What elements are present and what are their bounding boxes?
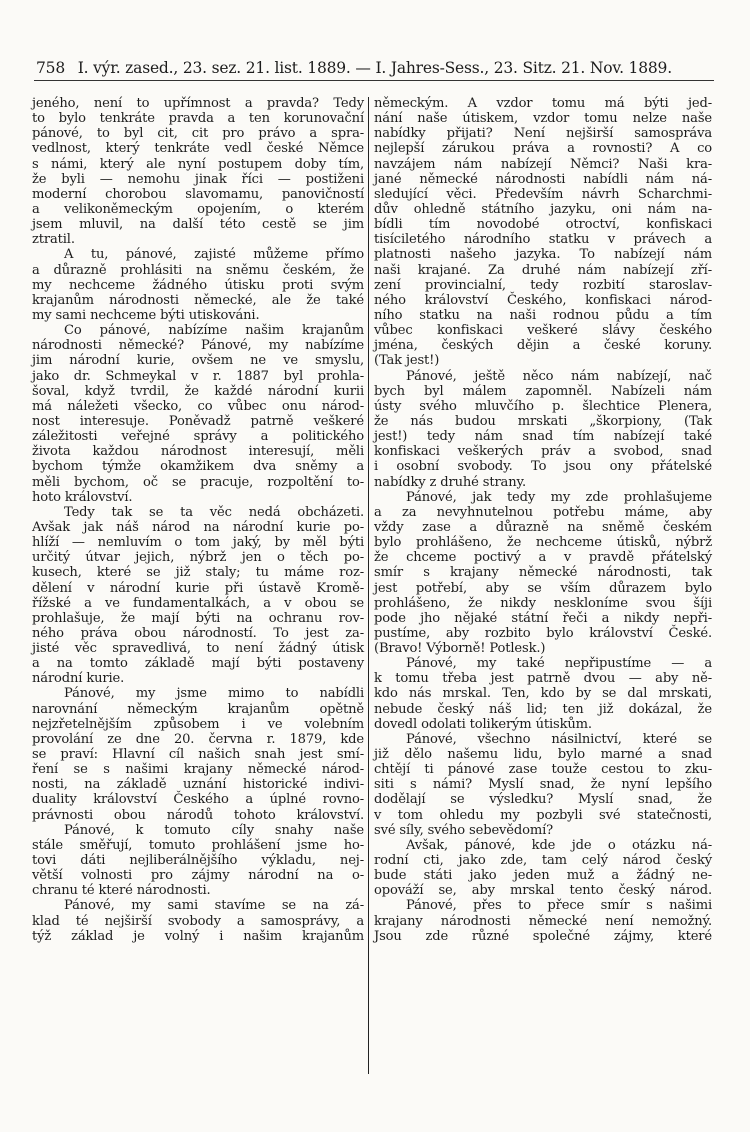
- text-line: se praví: Hlavní cíl našich snah jest smí-: [32, 747, 364, 763]
- text-line: týž základ je volný i našim krajanům: [32, 928, 364, 944]
- text-line: duality království Českého a úplné rovno-: [32, 792, 364, 808]
- text-line: že chceme poctivý a v pravdě přátelský: [374, 550, 712, 566]
- running-header: [36, 58, 712, 78]
- text-line: v tom ohledu my pozbyli své statečnosti,: [374, 807, 712, 823]
- german-session-label: I. Jahres-Sess., 23. Sitz. 21. Nov. 1889.: [375, 59, 672, 77]
- text-line: jsem mluvil, na další této cestě se jim: [32, 217, 364, 233]
- text-line: navzájem nám nabízejí Němci? Naši kra-: [374, 156, 712, 172]
- text-line: bychom týmže okamžikem dva sněmy a: [32, 459, 364, 475]
- text-line: šoval, když tvrdil, že každé národní kurii: [32, 383, 364, 399]
- text-line: a důrazně prohlásiti na sněmu českém, že: [32, 262, 364, 278]
- text-line: ztratil.: [32, 232, 75, 248]
- text-line: jim národní kurie, ovšem ne ve smyslu,: [32, 353, 364, 369]
- text-line: jisté věc spravedlivá, to není žádný útisk: [32, 641, 364, 657]
- text-line: chtějí ti pánové zase touže cestou to zku-: [374, 762, 712, 778]
- text-line: jako dr. Schmeykal v r. 1887 byl prohla-: [32, 368, 364, 384]
- text-line: národnosti německé? Pánové, my nabízíme: [32, 338, 364, 354]
- text-line: Avšak jak náš národ na národní kurie po-: [32, 519, 364, 535]
- text-line: opováží se, aby mrskal tento český národ.: [374, 883, 712, 899]
- text-line: pode jho nějaké státní řeči a nikdy nepři-: [374, 610, 712, 626]
- text-line: právnosti obou národů tohoto království.: [32, 807, 364, 823]
- text-line: A tu, pánové, zajisté můžeme přímo: [64, 247, 364, 263]
- text-line: a na tomto základě mají býti postaveny: [32, 656, 364, 672]
- right-column: [374, 96, 712, 944]
- text-line: dovedl odolati tolikerým útiskům.: [374, 716, 592, 732]
- text-line: moderní chorobou slavomamu, panovičností: [32, 186, 364, 202]
- text-line: dodělají se výsledku? Myslí snad, že: [374, 792, 712, 808]
- text-line: ření se s našimi krajany německé národ-: [32, 762, 364, 778]
- text-line: Jsou zde různé společné zájmy, které: [374, 928, 712, 944]
- text-line: (Bravo! Výborně! Potlesk.): [374, 641, 546, 657]
- text-line: a za nevyhnutelnou potřebu máme, aby: [374, 504, 712, 520]
- text-line: dův ohledně státního jazyku, oni nám na-: [374, 201, 712, 217]
- text-line: platnosti našeho jazyka. To nabízejí nám: [374, 247, 712, 263]
- text-line: Tedy tak se ta věc nedá obcházeti.: [64, 504, 364, 520]
- text-line: kdo nás mrskal. Ten, kdo by se dal mrskati,: [374, 686, 712, 702]
- text-line: kusech, které se již staly; tu máme roz-: [32, 565, 364, 581]
- text-line: vůbec konfiskaci veškeré slávy českého: [374, 323, 712, 339]
- text-line: nejzřetelnějším způsobem i ve volebním: [32, 716, 364, 732]
- text-line: konfiskaci veškerých práv a svobod, snad: [374, 444, 712, 460]
- text-line: tovi dáti nejliberálnějšího výkladu, nej-: [32, 853, 364, 869]
- text-line: Pánové, my jsme mimo to nabídli: [64, 686, 364, 702]
- text-line: Pánové, ještě něco nám nabízejí, nač: [406, 368, 712, 384]
- text-line: prohlašuje, že mají býti na ochranu rov-: [32, 610, 364, 626]
- text-line: bídli tím novodobé otroctví, konfiskaci: [374, 217, 712, 233]
- text-line: s námi, který ale nyní postupem doby tím,: [32, 156, 364, 172]
- text-line: pustíme, aby rozbito bylo království České.: [374, 625, 712, 641]
- text-line: smír s krajany německé národnosti, tak: [374, 565, 712, 581]
- text-line: nání naše útiskem, vzdor tomu nelze naše: [374, 111, 712, 127]
- text-line: Co pánové, nabízíme našim krajanům: [64, 323, 364, 339]
- text-line: siti s námi? Myslí snad, že nyní lepšího: [374, 777, 712, 793]
- text-line: nosti, na základě uznání historické indivi-: [32, 777, 364, 793]
- text-line: jména, českých dějin a české koruny.: [374, 338, 712, 354]
- text-line: nabídky z druhé strany.: [374, 474, 527, 490]
- text-line: klad té nejširší svobody a samosprávy, a: [32, 913, 364, 929]
- text-line: stále směřují, tomuto prohlášení jsme ho-: [32, 837, 364, 853]
- text-line: své síly, svého sebevědomí?: [374, 822, 554, 838]
- text-line: života každou národnost interesují, měli: [32, 444, 364, 460]
- text-line: nost interesuje. Poněvadž patrně veškeré: [32, 413, 364, 429]
- text-line: hoto království.: [32, 489, 133, 505]
- text-line: Pánové, všechno násilnictví, které se: [406, 731, 712, 747]
- text-line: ného království Českého, konfiskaci národ-: [374, 292, 712, 308]
- text-line: nabídky přijati? Není nejširší samospráva: [374, 126, 712, 142]
- page-number: 758: [36, 59, 65, 77]
- text-line: krajany národnosti německé není nemožný.: [374, 913, 712, 929]
- text-line: provolání ze dne 20. června r. 1879, kde: [32, 731, 364, 747]
- text-line: jeného, není to upřímnost a pravda? Tedy: [32, 96, 364, 111]
- text-line: že byli — nemohu jinak říci — postiženi: [32, 171, 364, 187]
- text-line: my nechceme žádného útisku proti svým: [32, 277, 364, 293]
- text-line: určitý útvar jejich, nýbrž jen o těch po-: [32, 550, 364, 566]
- text-line: naši krajané. Za druhé nám nabízejí zří-: [374, 262, 712, 278]
- text-line: Pánové, k tomuto cíly snahy naše: [64, 822, 364, 838]
- text-line: jest potřebí, aby se vším důrazem bylo: [374, 580, 712, 596]
- text-line: národní kurie.: [32, 671, 125, 687]
- text-line: bude státi jako jeden muž a žádný ne-: [374, 868, 712, 884]
- text-line: Avšak, pánové, kde jde o otázku ná-: [406, 837, 712, 853]
- text-line: měli bychom, oč se pracuje, rozpoltění to-: [32, 474, 364, 490]
- text-line: nejlepší zárukou práva a rovnosti? A co: [374, 141, 712, 157]
- text-line: větší volnosti pro zájmy národní na o-: [32, 868, 364, 884]
- text-line: tisíciletého národního statku v právech a: [374, 232, 712, 248]
- text-line: již dělo našemu lidu, bylo marné a snad: [374, 747, 712, 763]
- text-line: hlíží — nemluvím o tom jaký, by měl býti: [32, 535, 364, 551]
- text-line: zení provincialní, tedy rozbití staroslav-: [374, 277, 712, 293]
- text-line: krajanům národnosti německé, ale že také: [32, 292, 364, 308]
- text-line: Pánové, my sami stavíme se na zá-: [64, 898, 364, 914]
- text-line: prohlášeno, že nikdy neskloníme svou šíji: [374, 595, 712, 611]
- text-line: bylo prohlášeno, že nechceme útisků, nýbrž: [374, 535, 712, 551]
- text-line: německým. A vzdor tomu má býti jed-: [374, 96, 712, 111]
- text-line: a velikoněmeckým opojením, o kterém: [32, 201, 364, 217]
- text-line: dělení v národní kurie při ústavě Kromě-: [32, 580, 364, 596]
- text-line: ného práva obou národností. To jest za-: [32, 625, 364, 641]
- text-line: vedlnost, který tenkráte vedl české Němce: [32, 141, 364, 157]
- text-line: chranu té které národnosti.: [32, 883, 211, 899]
- left-column: [32, 96, 364, 944]
- text-line: jané německé národnosti nabídli nám ná-: [374, 171, 712, 187]
- text-line: my sami nechceme býti utiskováni.: [32, 307, 260, 323]
- text-line: řížské a ve fundamentalkách, a v obou se: [32, 595, 364, 611]
- text-line: ního statku na naši rodnou půdu a tím: [374, 307, 712, 323]
- text-line: sledující věci. Především návrh Scharchmi-: [374, 186, 712, 202]
- text-line: (Tak jest!): [374, 353, 440, 369]
- text-line: má náležeti všecko, co vůbec onu národ-: [32, 398, 364, 414]
- text-line: k tomu třeba jest patrně dvou — aby ně-: [374, 671, 712, 687]
- text-line: pánové, to byl cit, cit pro právo a spra-: [32, 126, 364, 142]
- header-rule: [34, 80, 714, 81]
- text-line: jest!) tedy nám snad tím nabízejí také: [374, 429, 712, 445]
- text-line: i osobní svobody. To jsou ony přátelské: [374, 459, 712, 475]
- text-line: to bylo tenkráte pravda a ten korunovační: [32, 111, 364, 127]
- text-line: záležitosti veřejné správy a politického: [32, 429, 364, 445]
- text-line: bych byl málem zapomněl. Nabízeli nám: [374, 383, 712, 399]
- text-line: ústy svého mluvčího p. šlechtice Plenera,: [374, 398, 712, 414]
- text-line: Pánové, jak tedy my zde prohlašujeme: [406, 489, 712, 505]
- text-line: narovnání německým krajanům opětně: [32, 701, 364, 717]
- text-line: Pánové, my také nepřipustíme — a: [406, 656, 712, 672]
- text-line: nebude český náš lid; ten již dokázal, že: [374, 701, 712, 717]
- header-separator: —: [355, 59, 371, 77]
- text-line: že nás budou mrskati „škorpiony, (Tak: [374, 413, 712, 429]
- text-line: rodní cti, jako zde, tam celý národ český: [374, 853, 712, 869]
- column-divider: [368, 97, 369, 1074]
- czech-session-label: I. výr. zased., 23. sez. 21. list. 1889.: [77, 59, 351, 77]
- text-line: vždy zase a důrazně na sněmě českém: [374, 519, 712, 535]
- text-line: Pánové, přes to přece smír s našimi: [406, 898, 712, 914]
